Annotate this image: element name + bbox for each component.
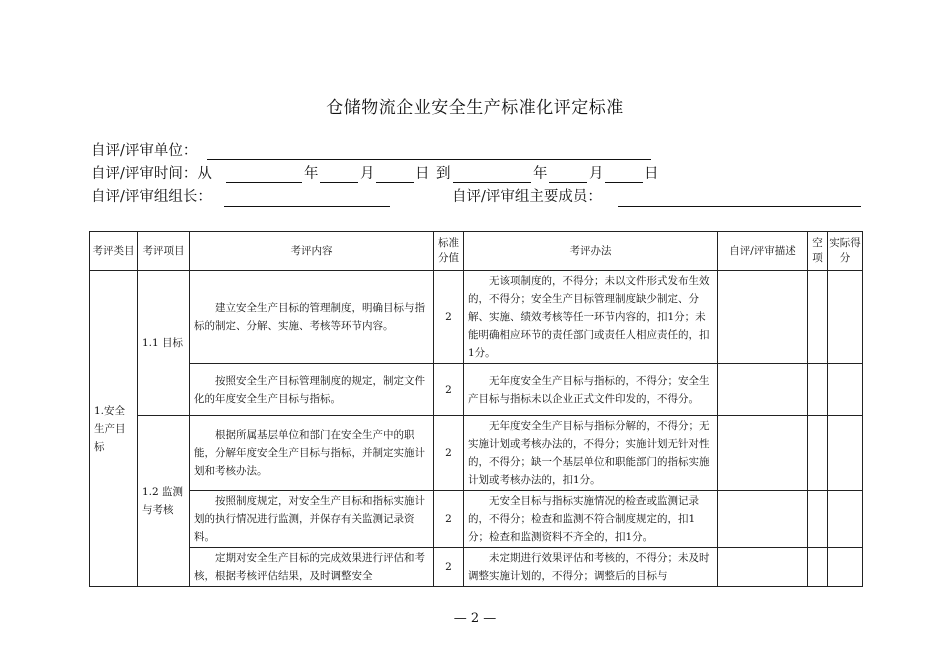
page-number: — 2 —	[453, 611, 497, 626]
header-content: 考评内容	[190, 232, 434, 271]
header-category: 考评类目	[90, 232, 138, 271]
end-month-label: 月	[589, 166, 604, 182]
start-day-field[interactable]	[376, 182, 414, 183]
score-cell: 2	[434, 416, 464, 491]
method-cell	[464, 364, 718, 416]
end-day-field[interactable]	[605, 182, 643, 183]
content-cell	[190, 416, 434, 491]
description-input-cell[interactable]	[718, 491, 808, 548]
score-cell: 2	[434, 548, 464, 587]
method-cell	[464, 548, 718, 587]
blank-input-cell[interactable]	[808, 364, 828, 416]
blank-input-cell[interactable]	[808, 491, 828, 548]
table-row	[90, 491, 863, 548]
actual-score-input-cell[interactable]	[828, 416, 863, 491]
end-year-field[interactable]	[453, 182, 531, 183]
method-text: 无年度安全生产目标与指标分解的，不得分；无实施计划或考核办法的，不得分；实施计划无针对性的，不得分；缺一个基层单位和职能部门的指标实施计划或考核办法的，扣1分。	[468, 420, 710, 486]
time-label: 自评/评审时间：从	[91, 166, 212, 182]
method-cell	[464, 271, 718, 364]
score-cell: 2	[434, 364, 464, 416]
content-text: 按照制度规定，对安全生产目标和指标实施计划的执行情况进行监测，并保存有关监测记录资料。	[194, 495, 425, 543]
start-year-field[interactable]	[226, 182, 302, 183]
blank-input-cell[interactable]	[808, 548, 828, 587]
method-text: 无安全目标与指标实施情况的检查或监测记录的，不得分；检查和监测不符合制度规定的，扣1分；检查和监测资料不齐全的，扣1分。	[468, 495, 699, 543]
header-method: 考评办法	[464, 232, 718, 271]
method-cell	[464, 416, 718, 491]
standards-table	[89, 231, 863, 587]
header-blank: 空项	[808, 232, 828, 271]
blank-input-cell[interactable]	[808, 271, 828, 364]
sub-item-cell: 1.1 目标	[138, 271, 190, 416]
unit-field[interactable]	[207, 159, 651, 160]
start-month-label: 月	[360, 166, 375, 182]
table-row	[90, 548, 863, 587]
description-input-cell[interactable]	[718, 271, 808, 364]
table-header-row	[90, 232, 863, 271]
content-text: 按照安全生产目标管理制度的规定，制定文件化的年度安全生产目标与指标。	[194, 374, 425, 405]
content-cell	[190, 491, 434, 548]
content-cell	[190, 364, 434, 416]
end-year-label: 年	[533, 166, 548, 182]
actual-score-input-cell[interactable]	[828, 364, 863, 416]
members-label: 自评/评审组主要成员：	[452, 189, 602, 205]
content-text: 根据所属基层单位和部门在安全生产中的职能，分解年度安全生产目标与指标，并制定实施计划和考核办法。	[194, 429, 425, 477]
description-input-cell[interactable]	[718, 364, 808, 416]
sub-item-cell: 1.2 监测与考核	[138, 416, 190, 587]
table-row	[90, 271, 863, 364]
method-text: 无该项制度的，不得分；未以文件形式发布生效的，不得分；安全生产目标管理制度缺少制定、分解、实施、绩效考核等任一环节内容的，扣1分；未能明确相应环节的责任部门或责任人相应责任的，扣1分。	[468, 275, 710, 359]
content-text: 定期对安全生产目标的完成效果进行评估和考核，根据考核评估结果，及时调整安全	[194, 552, 425, 582]
end-month-field[interactable]	[549, 182, 587, 183]
method-text: 未定期进行效果评估和考核的，不得分；未及时调整实施计划的，不得分；调整后的目标与	[468, 552, 710, 582]
method-cell	[464, 491, 718, 548]
content-cell	[190, 271, 434, 364]
members-field[interactable]	[618, 206, 861, 207]
table-row	[90, 364, 863, 416]
document-title: 仓储物流企业安全生产标准化评定标准	[326, 98, 624, 118]
category-cell: 1.安全生产目标	[90, 271, 138, 587]
start-month-field[interactable]	[320, 182, 358, 183]
score-cell: 2	[434, 271, 464, 364]
score-cell: 2	[434, 491, 464, 548]
actual-score-input-cell[interactable]	[828, 271, 863, 364]
header-actual-score: 实际得分	[828, 232, 863, 271]
description-input-cell[interactable]	[718, 416, 808, 491]
content-text: 建立安全生产目标的管理制度，明确目标与指标的制定、分解、实施、考核等环节内容。	[194, 302, 425, 332]
unit-label: 自评/评审单位：	[91, 143, 198, 159]
actual-score-input-cell[interactable]	[828, 548, 863, 587]
header-score: 标准分值	[434, 232, 464, 271]
leader-field[interactable]	[224, 206, 390, 207]
content-cell	[190, 548, 434, 587]
start-year-label: 年	[304, 166, 319, 182]
blank-input-cell[interactable]	[808, 416, 828, 491]
end-day-label: 日	[644, 166, 659, 182]
header-item: 考评项目	[138, 232, 190, 271]
actual-score-input-cell[interactable]	[828, 491, 863, 548]
to-label: 到	[436, 166, 451, 182]
start-day-label: 日	[415, 166, 430, 182]
table-row	[90, 416, 863, 491]
description-input-cell[interactable]	[718, 548, 808, 587]
header-description: 自评/评审描述	[718, 232, 808, 271]
method-text: 无年度安全生产目标与指标的，不得分；安全生产目标与指标未以企业正式文件印发的，不得分。	[468, 374, 710, 405]
leader-label: 自评/评审组组长：	[91, 189, 212, 205]
